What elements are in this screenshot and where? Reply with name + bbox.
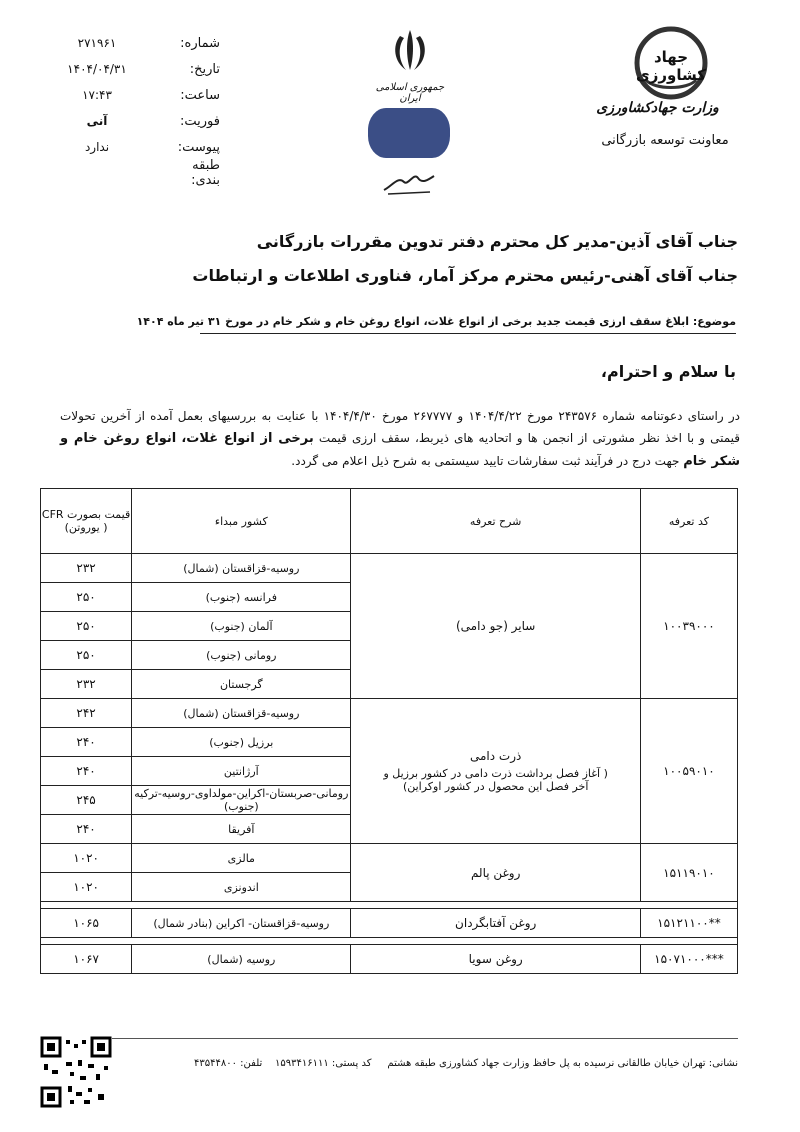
origin-country: روسیه (شمال) — [132, 945, 351, 974]
tariff-description — [351, 699, 640, 844]
cfr-price: ۲۴۰ — [41, 757, 132, 786]
table-row — [41, 909, 738, 938]
header-price: قیمت بصورت CFR ( یوروتن) — [41, 489, 132, 554]
origin-country: روسیه-قزاقستان (شمال) — [132, 699, 351, 728]
cfr-price: ۱۰۲۰ — [41, 873, 132, 902]
cfr-price: ۱۰۲۰ — [41, 844, 132, 873]
body-bold-1: برخی از انواع غلات، — [181, 431, 314, 446]
tariff-code: ۱۵۱۱۹۰۱۰ — [640, 844, 737, 902]
origin-country: فرانسه (جنوب) — [132, 583, 351, 612]
origin-country: آفریقا — [132, 815, 351, 844]
cfr-price: ۲۵۰ — [41, 583, 132, 612]
header-desc: شرح تعرفه — [351, 489, 640, 554]
tariff-description — [351, 945, 640, 974]
tariff-description — [351, 554, 640, 699]
subject-underline — [200, 333, 736, 334]
priority-label: فوریت: — [180, 113, 220, 129]
body-bold-2: انواع روغن خام و شکر خام — [60, 431, 740, 469]
origin-country: روسیه-قزاقستان- اکراین (بنادر شمال) — [132, 909, 351, 938]
price-table — [40, 488, 738, 974]
greeting: با سلام و احترام، — [600, 362, 736, 381]
footer-phone: تلفن: ۴۳۵۴۴۸۰۰ — [194, 1058, 263, 1069]
number-label: شماره: — [180, 35, 220, 51]
group-spacer — [41, 938, 738, 945]
header-code: کد تعرفه — [640, 489, 737, 554]
origin-country: آلمان (جنوب) — [132, 612, 351, 641]
tariff-description — [351, 844, 640, 902]
cfr-price: ۲۴۰ — [41, 815, 132, 844]
letter-time: ۱۷:۴۳ — [82, 88, 112, 102]
body-part-1: در راستای دعوتنامه شماره ۲۴۳۵۷۶ مورخ ۱۴۰۴/۴/۲۲ و ۲۶۷۷۷۷ مورخ ۱۴۰۴/۴/۳۰ با عنایت به بررسیهای بعمل آمده از آخرین تحولات قیمتی و با اخذ نظر مشورتی از انجمن ها و اتحادیه های ذیربط، سقف ارزی قیمت — [60, 409, 741, 445]
recipient-2: جناب آقای آهنی-رئیس محترم مرکز آمار، فناوری اطلاعات و ارتباطات — [192, 266, 738, 285]
tariff-code: ۱۰۰۵۹۰۱۰ — [640, 699, 737, 844]
group-spacer — [41, 902, 738, 909]
footer-address: نشانی: تهران خیابان طالقانی نرسیده به پل حافظ وزارت جهاد کشاورزی طبقه هشتم — [387, 1058, 738, 1069]
tariff-code: **۱۵۱۲۱۱۰۰ — [640, 909, 737, 938]
cfr-price: ۲۳۲ — [41, 670, 132, 699]
body-part-2: جهت درج در فرآیند ثبت سفارشات تایید سیستمی به شرح ذیل اعلام می گردد. — [291, 454, 680, 468]
origin-country: گرجستان — [132, 670, 351, 699]
iran-emblem — [365, 26, 455, 104]
group-spacer-cell — [41, 938, 738, 945]
time-label: ساعت: — [180, 87, 220, 103]
letter-attachment: ندارد — [84, 140, 110, 154]
table-row — [41, 844, 738, 873]
table-row — [41, 945, 738, 974]
subject-line: موضوع: ابلاغ سقف ارزی قیمت جدید برخی از انواع غلات، انواع روغن خام و شکر خام در مورخ ۳۱ تیر ماه ۱۴۰۴ — [136, 315, 736, 328]
emblem-caption: جمهوری اسلامی ایران — [375, 82, 445, 104]
table-row — [41, 699, 738, 728]
recipient-1: جناب آقای آذین-مدیر کل محترم دفتر تدوین مقررات بازرگانی — [256, 232, 738, 251]
attachment-label: پیوست: — [177, 139, 220, 155]
footer-postal: کد پستی: ۱۵۹۳۴۱۶۱۱۱ — [275, 1058, 372, 1069]
emblem-icon — [388, 26, 432, 76]
cfr-price: ۲۴۵ — [41, 786, 132, 815]
classification-label: طبقه بندی: — [191, 158, 220, 188]
cfr-price: ۲۴۲ — [41, 699, 132, 728]
tariff-description-title: ذرت دامی — [469, 749, 522, 763]
header-origin: کشور مبداء — [132, 489, 351, 554]
tariff-description-title: روغن آفتابگردان — [455, 916, 537, 930]
deputy-name: معاونت توسعه بازرگانی — [601, 133, 729, 148]
origin-country: روسیه-قزاقستان (شمال) — [132, 554, 351, 583]
origin-country: مالزی — [132, 844, 351, 873]
tariff-description — [351, 909, 640, 938]
body-paragraph — [60, 405, 740, 473]
footer-contact — [194, 1058, 738, 1069]
seal-stamp — [368, 108, 450, 158]
footer-divider — [40, 1038, 738, 1039]
ministry-name: وزارت جهادکشاورزی — [596, 100, 719, 116]
cfr-price: ۱۰۶۵ — [41, 909, 132, 938]
origin-country: برزیل (جنوب) — [132, 728, 351, 757]
letter-date: ۱۴۰۴/۰۴/۳۱ — [67, 62, 127, 76]
letter-meta — [30, 30, 220, 186]
tariff-code: ۱۰۰۳۹۰۰۰ — [640, 554, 737, 699]
group-spacer-cell — [41, 902, 738, 909]
origin-country: رومانی-صربستان-اکراین-مولداوی-روسیه-ترکیه (جنوب) — [132, 786, 351, 815]
cfr-price: ۲۳۲ — [41, 554, 132, 583]
tariff-code: ***۱۵۰۷۱۰۰۰ — [640, 945, 737, 974]
cfr-price: ۲۵۰ — [41, 612, 132, 641]
date-label: تاریخ: — [189, 61, 220, 77]
qr-code — [40, 1036, 112, 1108]
letter-number: ۲۷۱۹۶۱ — [77, 36, 117, 50]
tariff-description-note: ( آغاز فصل برداشت ذرت دامی در کشور برزیل و آخر فصل این محصول در کشور اوکراین) — [383, 767, 608, 793]
origin-country: اندونزی — [132, 873, 351, 902]
cfr-price: ۲۴۰ — [41, 728, 132, 757]
origin-country: رومانی (جنوب) — [132, 641, 351, 670]
cfr-price: ۱۰۶۷ — [41, 945, 132, 974]
signature-mark — [378, 168, 440, 196]
origin-country: آرژانتین — [132, 757, 351, 786]
letter-priority: آنی — [86, 114, 108, 128]
logo-name: جهاد کشاورزی — [636, 48, 706, 84]
tariff-description-title: سایر (جو دامی) — [455, 619, 536, 633]
tariff-description-title: روغن پالم — [470, 865, 521, 880]
table-row — [41, 554, 738, 583]
cfr-price: ۲۵۰ — [41, 641, 132, 670]
tariff-description-title: روغن سویا — [468, 952, 523, 966]
